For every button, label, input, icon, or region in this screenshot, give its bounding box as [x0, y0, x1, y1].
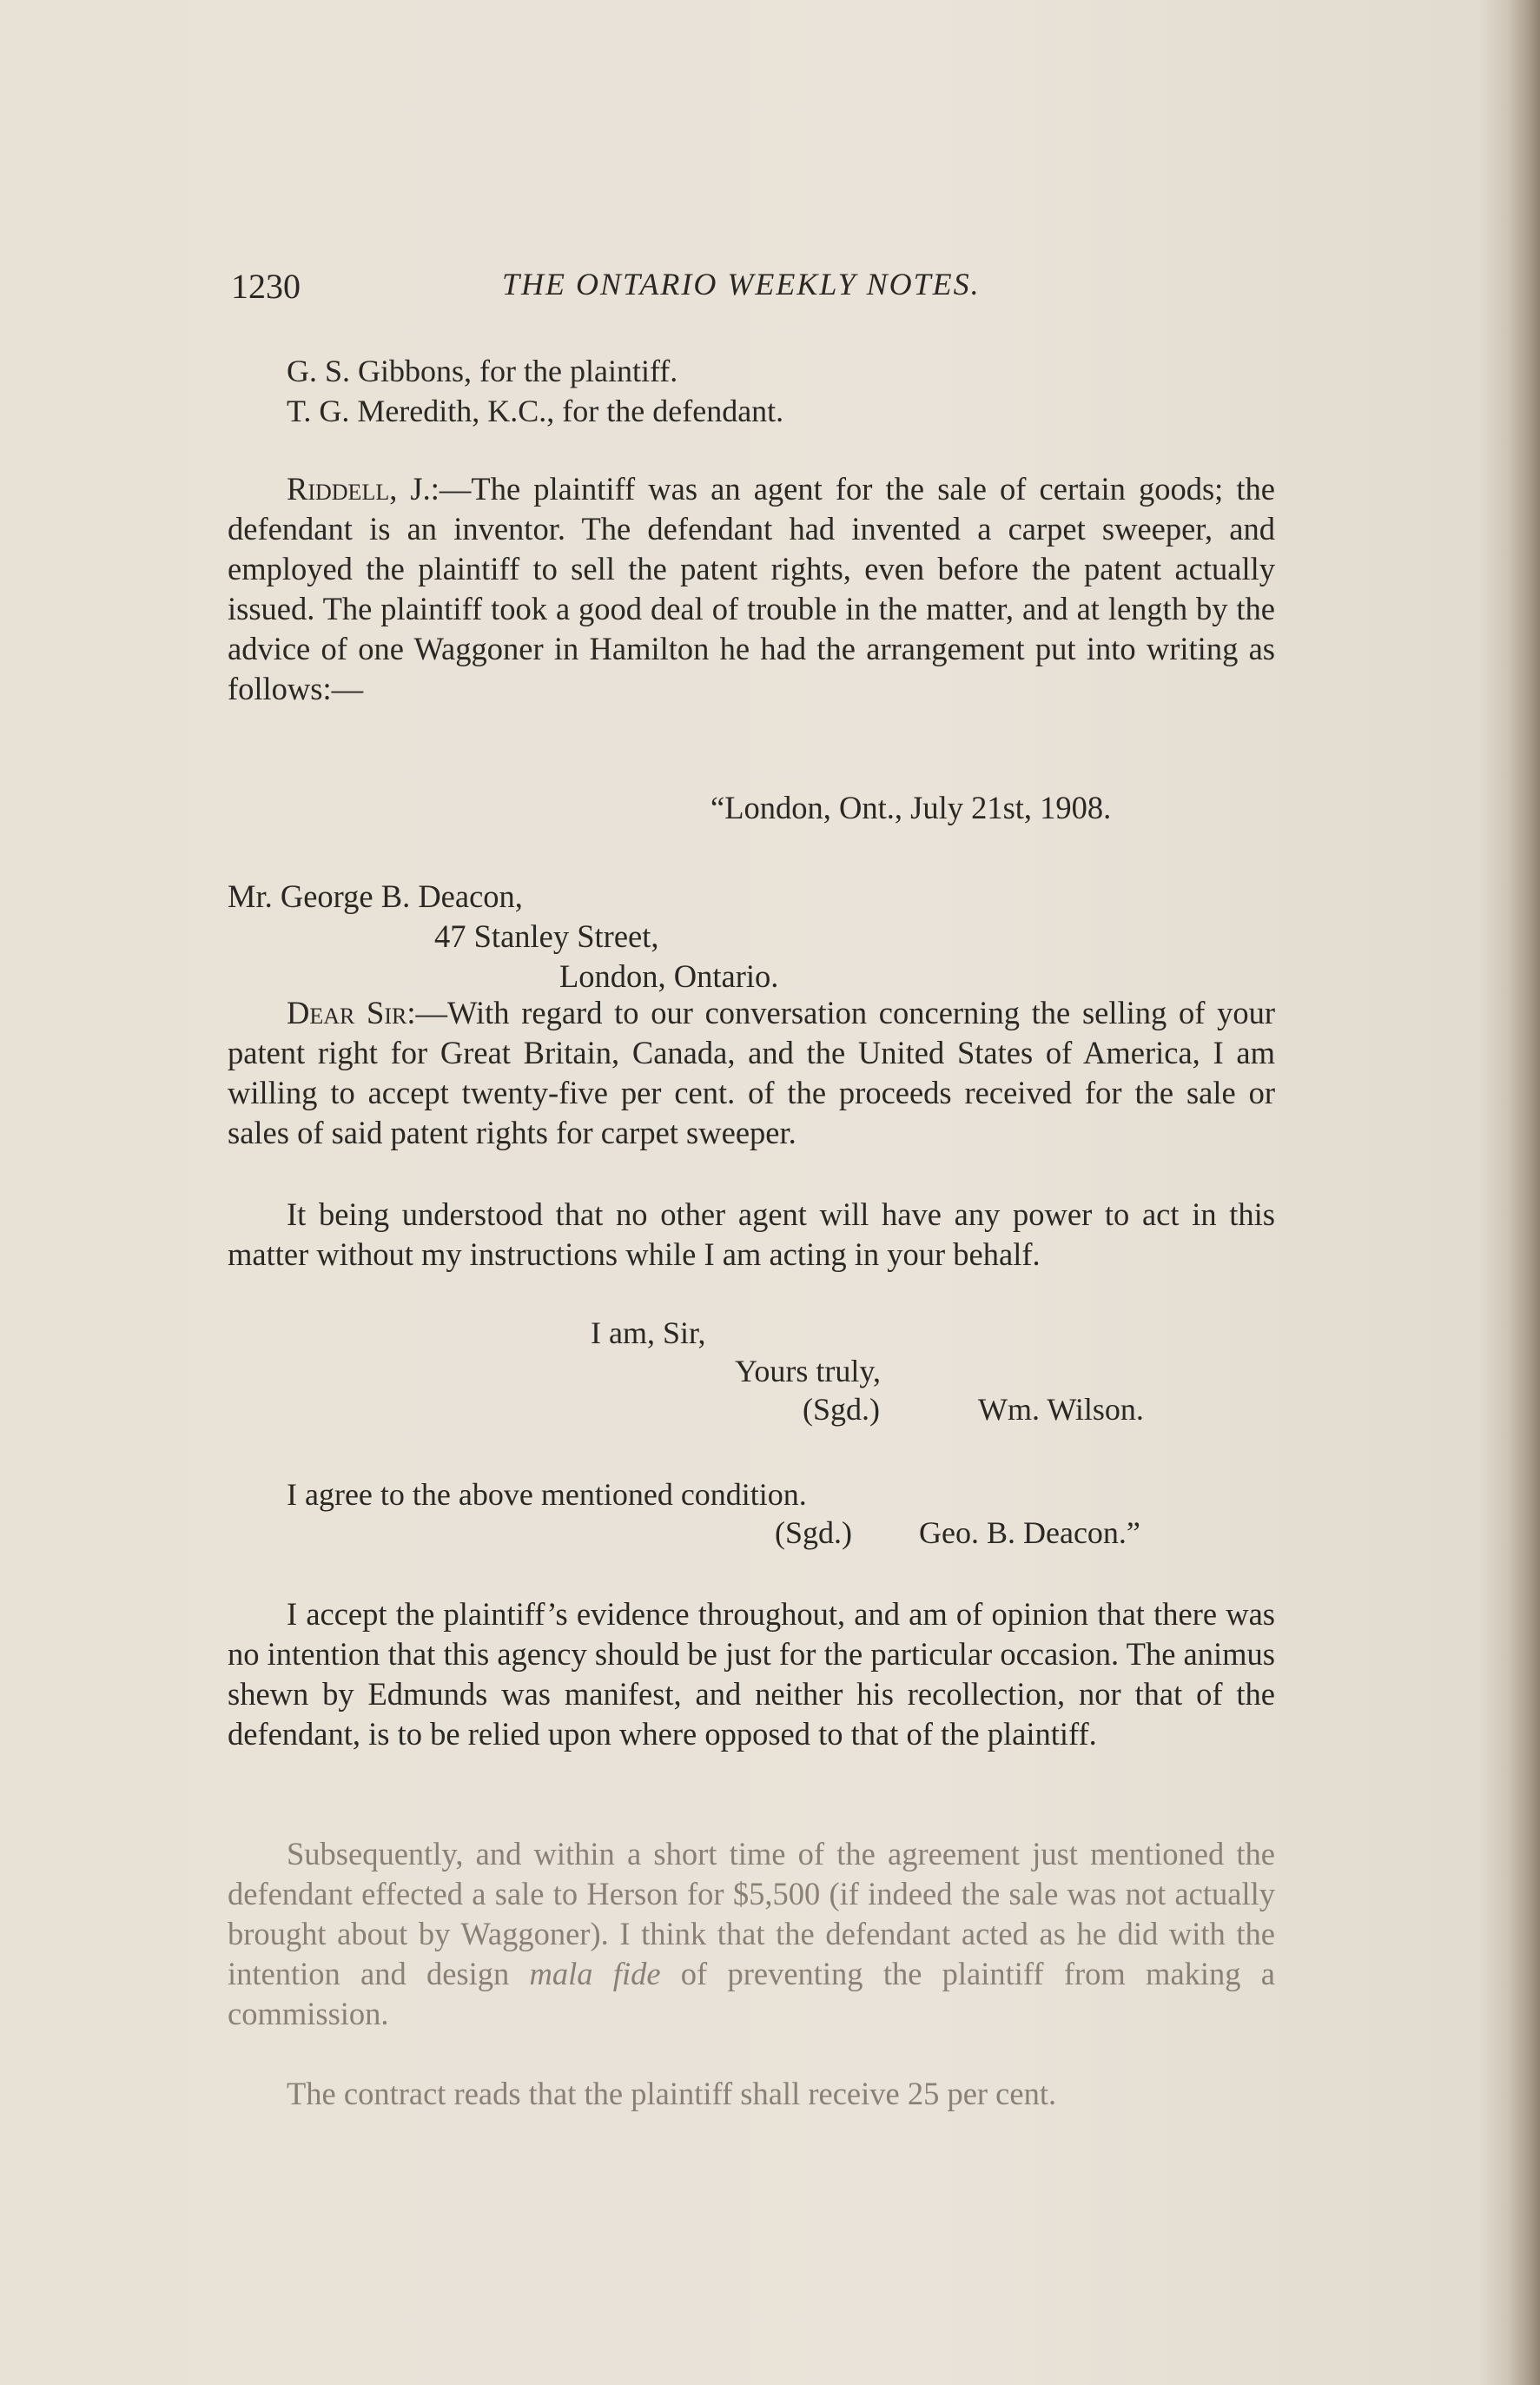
- signed-label-2: (Sgd.): [775, 1515, 852, 1550]
- counsel-defendant: T. G. Meredith, K.C., for the defendant.: [287, 394, 784, 428]
- continuation-paragraph-1: [228, 1594, 1275, 1754]
- page-number: 1230: [231, 267, 301, 306]
- letter-body-1: :—With regard to our conversation concerning the selling of your patent right for Great Britain, Canada, and the United States of America, I am willing to accept twenty-five per cent. of the proceeds received for the sale or sales of said patent rights for carpet sweeper.: [228, 995, 1275, 1150]
- signer-wilson: Wm. Wilson.: [978, 1392, 1144, 1427]
- letter-closing-2: Yours truly,: [735, 1354, 882, 1388]
- letter-body-2: It being understood that no other agent will have any power to act in this matter without my instructions while I am acting in your behalf.: [228, 1196, 1275, 1272]
- continuation-text-3: The contract reads that the plaintiff shall receive 25 per cent.: [287, 2076, 1057, 2111]
- continuation-text-2b: of preventing the plaintiff from making a commission.: [228, 1956, 1275, 2031]
- judgment-opening-paragraph: [228, 469, 1275, 709]
- judge-name: Riddell, J.: [287, 471, 431, 507]
- judgment-opening-text: :—The plaintiff was an agent for the sale of certain goods; the defendant is an inventor. The defendant had invented a carpet sweeper, and employed the plaintiff to sell the patent rights, even before the patent actually issued. The plaintiff took a good deal of trouble in the matter, and at length by the advice of one Waggoner in Hamilton he had the arrangement put into writing as follows:—: [228, 471, 1275, 706]
- letter-closing-1: I am, Sir,: [591, 1315, 706, 1350]
- letter-dateline: “London, Ont., July 21st, 1908.: [711, 790, 1112, 825]
- continuation-paragraph-2: [228, 1834, 1275, 2034]
- page-edge-shadow: [1509, 0, 1540, 2385]
- letter-body-paragraph-1: [228, 993, 1275, 1153]
- signer-deacon: Geo. B. Deacon.”: [919, 1515, 1140, 1550]
- letter-agreement: I agree to the above mentioned condition.: [287, 1477, 807, 1512]
- letter-body-paragraph-2: [228, 1195, 1275, 1275]
- letter-city: London, Ontario.: [559, 958, 779, 994]
- continuation-text-1: I accept the plaintiff’s evidence throughout, and am of opinion that there was no intention that this agency should be just for the particular occasion. The animus shewn by Edmunds was manifest, and neither his recollection, nor that of the defendant, is to be relied upon where opposed to that of the plaintiff.: [228, 1596, 1275, 1752]
- letter-addressee: Mr. George B. Deacon,: [228, 878, 523, 914]
- letter-street: 47 Stanley Street,: [434, 918, 659, 954]
- counsel-plaintiff: G. S. Gibbons, for the plaintiff.: [287, 354, 678, 388]
- continuation-text-2a: Subsequently, and within a short time of the agreement just mentioned the defendant effected a sale to Herson for $5,500 (if indeed the sale was not actually brought about by Waggoner). I think that the defendant acted as he did with the intention and design: [228, 1836, 1275, 1991]
- continuation-paragraph-3: [228, 2074, 1275, 2114]
- continuation-italic: mala fide: [529, 1956, 661, 1991]
- signed-label: (Sgd.): [803, 1392, 880, 1427]
- running-head: THE ONTARIO WEEKLY NOTES.: [502, 267, 981, 301]
- letter-salutation: Dear Sir: [287, 995, 407, 1030]
